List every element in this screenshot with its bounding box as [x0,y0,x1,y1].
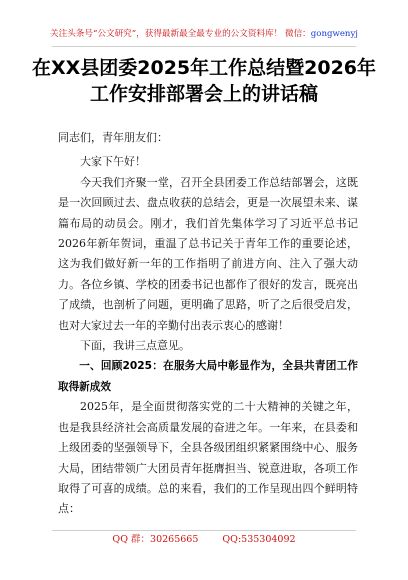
document-title [0,55,408,107]
greeting: 大家下午好！ [80,155,146,169]
footer-qq-label: QQ: [222,534,242,545]
header-wechat-id: gongwenyj [310,29,358,39]
salutation: 同志们，青年朋友们： [58,131,168,144]
paragraph-review-2025: 2025年，是全面贯彻落实党的二十大精神的关键之年，也是我县经济社会高质量发展的奋进之年。一年来，在县委和上级团委的坚强领导下，全县各级团组织紧紧围绕中心、服务大局，团结带领广大团员青年挺膺担当、锐意进取，各项工作取得了可喜的成绩。总的来看，我们的工作呈现出四个鲜明特点： [58,400,358,516]
title-line-2: 工作安排部署会上的讲话稿 [89,83,318,105]
paragraph-opening: 今天我们齐聚一堂，召开全县团委工作总结部署会，这既是一次回顾过去、盘点收获的总结会，更是一次展望未来、谋篇布局的动员会。刚才，我们首先集体学习了习近平总书记2026年新年贺词，重温了总书记关于青年工作的重要论述，这为我们做好新一年的工作指明了前进方向、注入了强大动力。各位乡镇、学校的团委书记也都作了很好的发言，既亮出了成绩，也剖析了问题，更明确了思路，听了之后很受启发，也对大家过去一年的辛勤付出表示衷心的感谢！ [58,175,358,332]
footer-qq-group-number: 30265665 [150,534,199,545]
paragraph-three-points: 下面，我讲三点意见。 [80,339,190,353]
footer-contact [0,533,408,547]
footer-qq-number: 535304092 [241,534,296,545]
header-divider [52,46,356,47]
document-body [58,128,358,520]
title-line-1: 在XX县团委2025年工作总结暨2026年 [31,57,377,79]
section-heading-1: 一、回顾2025：在服务大局中彰显作为，全县共青团工作取得新成效 [58,360,358,393]
footer-divider [52,530,356,531]
header-promo-text: 关注头条号“公文研究”，获得最新最全最专业的公文资料库！ 微信： [50,29,311,39]
footer-qq-group-label: QQ 群： [112,534,151,545]
header-promo-note [0,28,408,40]
